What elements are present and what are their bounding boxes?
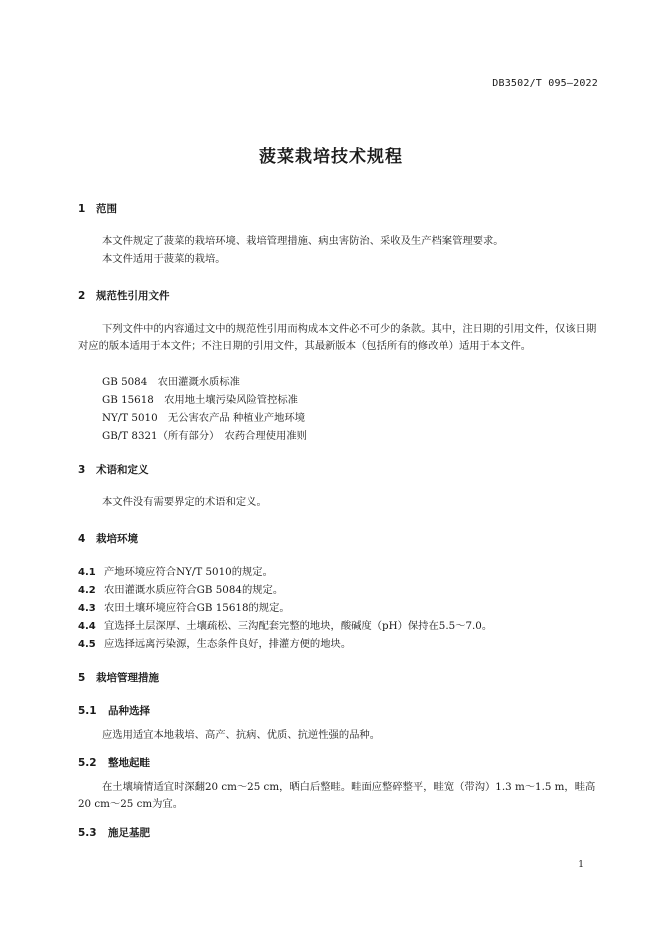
- subsection-5-1-paragraph: 应选用适宜本地栽培、高产、抗病、优质、抗逆性强的品种。: [102, 729, 381, 741]
- section-3-paragraph-1: 本文件没有需要界定的术语和定义。: [102, 496, 267, 508]
- clause-4-3: 4.3 农田土壤环境应符合GB 15618的规定。: [78, 602, 290, 614]
- document-title: 菠菜栽培技术规程: [259, 147, 403, 167]
- reference-item: GB 5084 农田灌溉水质标准: [102, 376, 240, 388]
- reference-item: GB/T 8321（所有部分） 农药合理使用准则: [102, 430, 307, 442]
- subsection-heading-5-1: 5.1 品种选择: [78, 705, 150, 717]
- document-code: DB3502/T 095—2022: [492, 78, 598, 89]
- section-2-paragraph-1: 下列文件中的内容通过文中的规范性引用而构成本文件必不可少的条款。其中，注日期的引用文件，仅该日期对应的版本适用于本文件；不注日期的引用文件，其最新版本（包括所有的修改单）适用于本文件。: [78, 323, 597, 352]
- reference-item: NY/T 5010 无公害农产品 种植业产地环境: [102, 412, 306, 424]
- clause-4-5: 4.5 应选择远离污染源，生态条件良好，排灌方便的地块。: [78, 638, 352, 650]
- reference-item: GB 15618 农用地土壤污染风险管控标准: [102, 394, 298, 406]
- page-number: 1: [578, 860, 584, 870]
- section-heading-2: 2 规范性引用文件: [78, 290, 170, 302]
- section-heading-3: 3 术语和定义: [78, 464, 149, 476]
- section-heading-5: 5 栽培管理措施: [78, 672, 159, 684]
- subsection-5-2-paragraph: 在土壤墒情适宜时深翻20 cm～25 cm，晒白后整畦。畦面应整碎整平，畦宽（带沟）1.3 m～1.5 m，畦高20 cm～25 cm为宜。: [78, 781, 596, 810]
- section-heading-1: 1 范围: [78, 203, 117, 215]
- subsection-heading-5-3: 5.3 施足基肥: [78, 827, 150, 839]
- subsection-heading-5-2: 5.2 整地起畦: [78, 757, 150, 769]
- clause-4-1: 4.1 产地环境应符合NY/T 5010的规定。: [78, 566, 273, 578]
- clause-4-2: 4.2 农田灌溉水质应符合GB 5084的规定。: [78, 584, 284, 596]
- section-1-paragraph-2: 本文件适用于菠菜的栽培。: [102, 253, 226, 265]
- section-heading-4: 4 栽培环境: [78, 533, 138, 545]
- section-1-paragraph-1: 本文件规定了菠菜的栽培环境、栽培管理措施、病虫害防治、采收及生产档案管理要求。: [102, 235, 504, 247]
- clause-4-4: 4.4 宜选择土层深厚、土壤疏松、三沟配套完整的地块，酸碱度（pH）保持在5.5～7.0。: [78, 620, 493, 632]
